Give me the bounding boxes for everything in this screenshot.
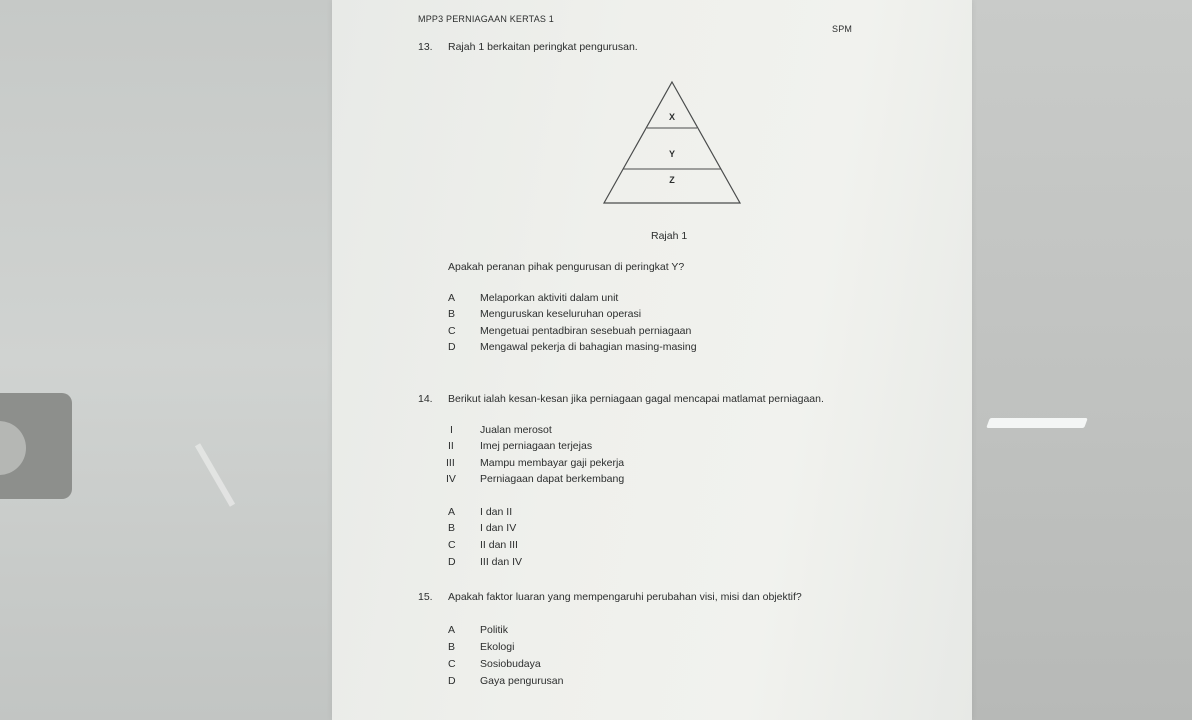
option-letter: A: [448, 624, 456, 636]
option-text: Politik: [480, 624, 509, 636]
statement-numeral: II: [448, 440, 454, 452]
option-letter: D: [448, 675, 456, 687]
question-text: Apakah peranan pihak pengurusan di peringkat Y?: [448, 261, 685, 273]
option-text: II dan III: [480, 539, 518, 551]
option-text: Melaporkan aktiviti dalam unit: [480, 292, 619, 304]
question-stem: Rajah 1 berkaitan peringkat pengurusan.: [448, 41, 638, 53]
option-text: I dan IV: [480, 522, 517, 534]
statement-numeral: III: [446, 457, 455, 469]
option-text: Menguruskan keseluruhan operasi: [480, 308, 642, 320]
question-number: 13.: [418, 41, 433, 53]
option-letter: C: [448, 539, 456, 551]
management-pyramid-diagram: [594, 80, 754, 210]
option-letter: B: [448, 641, 456, 653]
question-number: 14.: [418, 393, 433, 405]
statement-numeral: IV: [446, 473, 456, 485]
option-text: III dan IV: [480, 556, 523, 568]
option-letter: A: [448, 292, 456, 304]
option-text: Mengawal pekerja di bahagian masing-masing: [480, 341, 697, 353]
background-left: [0, 0, 340, 720]
option-text: Gaya pengurusan: [480, 675, 564, 687]
exam-paper: [332, 0, 972, 720]
dark-tab-shape: [0, 393, 72, 499]
pyramid-level-x: X: [668, 112, 676, 122]
question-stem: Berikut ialah kesan-kesan jika perniagaan gagal mencapai matlamat perniagaan.: [448, 393, 824, 405]
statement-text: Perniagaan dapat berkembang: [480, 473, 625, 485]
pyramid-level-y: Y: [668, 149, 676, 159]
statement-text: Mampu membayar gaji pekerja: [480, 457, 625, 469]
statement-text: Imej perniagaan terjejas: [480, 440, 593, 452]
statement-numeral: I: [450, 424, 453, 436]
background-right: [965, 0, 1192, 720]
question-stem: Apakah faktor luaran yang mempengaruhi perubahan visi, misi dan objektif?: [448, 591, 802, 603]
option-text: Sosiobudaya: [480, 658, 541, 670]
pyramid-level-z: Z: [669, 175, 675, 185]
question-number: 15.: [418, 591, 433, 603]
light-glare: [986, 418, 1088, 428]
option-letter: C: [448, 325, 456, 337]
option-letter: B: [448, 522, 456, 534]
diagram-caption: Rajah 1: [651, 230, 688, 242]
option-letter: D: [448, 341, 456, 353]
option-letter: A: [448, 506, 456, 518]
option-letter: B: [448, 308, 456, 320]
option-letter: D: [448, 556, 456, 568]
header-subject: MPP3 PERNIAGAAN KERTAS 1: [418, 14, 555, 24]
option-text: Ekologi: [480, 641, 515, 653]
option-text: Mengetuai pentadbiran sesebuah perniagaan: [480, 325, 692, 337]
statement-text: Jualan merosot: [480, 424, 552, 436]
header-exam: SPM: [832, 24, 853, 34]
option-text: I dan II: [480, 506, 513, 518]
option-letter: C: [448, 658, 456, 670]
circle-shape: [0, 421, 26, 475]
